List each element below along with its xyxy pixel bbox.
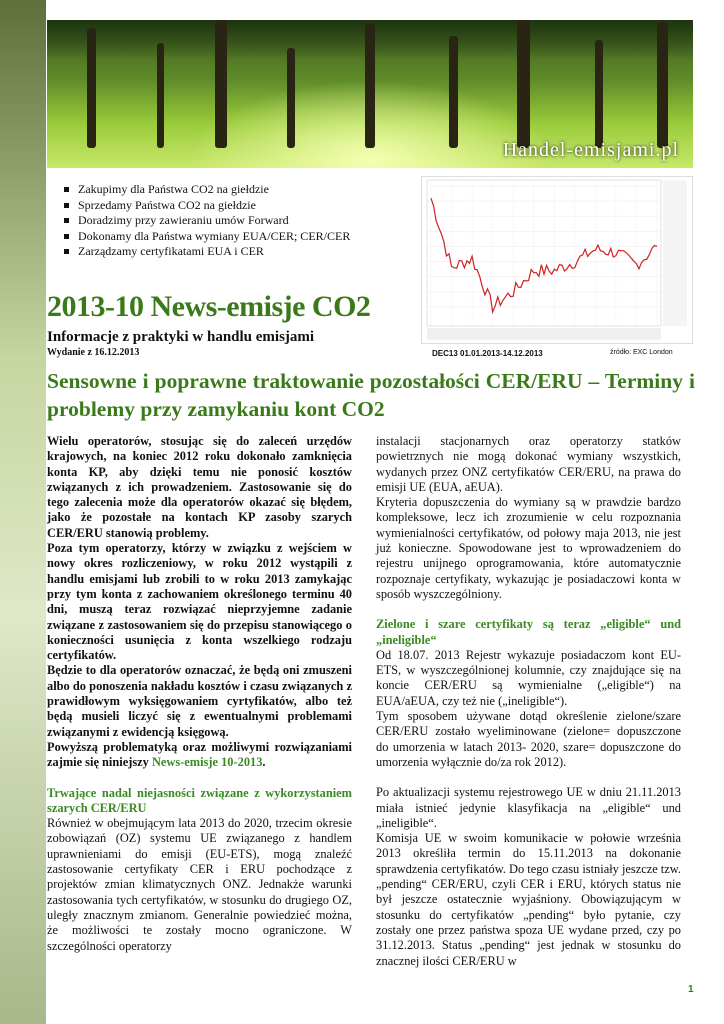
right-column	[376, 434, 681, 969]
paragraph: Od 18.07. 2013 Rejestr wykazuje posiadaczom kont EU-ETS, w wyszczególnionej kolumnie, czy znajdujące się na koncie CER/ERU są wymienialne („eligible“) na EUA/aEUA, czy też nie („ineligible“).	[376, 647, 681, 708]
edition-date: Wydanie z 16.12.2013	[47, 347, 140, 358]
banner-tree	[157, 43, 164, 148]
chart-caption: DEC13 01.01.2013-14.12.2013	[432, 349, 543, 358]
header-banner	[47, 20, 693, 168]
paragraph: Poza tym operatorzy, którzy w związku z wejściem w nowy okres rozliczeniowy, w roku 2012 wystąpili z handlu emisjami lub zrobili to w roku 2013 zamykając przy tym konta z zachowaniem określonego terminu 40 dni, muszą teraz rozwiązać nieprzyjemne zadanie związane z zastosowaniem się do przepisu stanowiącego o konieczności usunięcia z konta wszelkiego rodzaju certyfikatów.	[47, 541, 352, 663]
banner-tree	[517, 20, 530, 148]
brand-logo-text: Handel-emisjami.pl	[502, 139, 679, 161]
paragraph	[47, 740, 352, 771]
section-heading: Zielone i szare certyfikaty są teraz „eligible“ und „ineligible“	[376, 617, 681, 647]
banner-tree	[595, 40, 603, 148]
banner-tree	[365, 23, 375, 148]
list-item: Doradzimy przy zawieraniu umów Forward	[62, 213, 422, 229]
paragraph: Wielu operatorów, stosując się do zaleceń urzędów krajowych, na koniec 2012 roku dokonało zamknięcia konta KP, aby dzięki temu nie ponosić kosztów związanych z ich prowadzeniem. Zastosowanie się do tego zalecenia może dla operatorów okazać się błędem, jako że pozostałe na kontach KP zasoby szarych CER/ERU stanowią problemy.	[47, 434, 352, 540]
page-number: 1	[688, 984, 694, 995]
paragraph-end: .	[262, 755, 266, 770]
price-line-chart	[421, 176, 693, 344]
paragraph-text: Powyższą problematyką oraz możliwymi rozwiązaniami zajmie się niniejszy	[47, 739, 352, 770]
banner-tree	[657, 22, 668, 148]
paragraph: Kryteria dopuszczenia do wymiany są w prawdzie bardzo kompleksowe, lecz ich zrozumienie w celu rozpoznania wymienialności certyfikatów, od połowy maja 2013, nie jest już konieczne. Spowodowane jest to wprowadzeniem do rejestru unijnego oprogramowania, które automatycznie rozpoznaje certyfikaty, wykazując je posiadaczowi konta w sposób wyszczególniony.	[376, 495, 681, 601]
list-item: Dokonamy dla Państwa wymiany EUA/CER; CER/CER	[62, 229, 422, 245]
spacer	[376, 602, 681, 617]
article-headline: Sensowne i poprawne traktowanie pozostałości CER/ERU – Terminy i problemy przy zamykaniu kont CO2	[47, 369, 695, 421]
banner-tree	[449, 36, 458, 148]
paragraph: Komisja UE w swoim komunikacie w połowie września 2013 określiła termin do 15.11.2013 na dokonanie sprawdzenia certyfikatów. Do tego czasu istniały jeszcze tzw. „pending“ CER/ERU, czyli CER i ERU, których status nie był jeszcze ostatecznie wyjaśniony. Obowiązującym w stosunku do certyfikatów „pending“ było pytanie, czy zostały one przez państwa spoza UE wydane przed, czy po 31.12.2013. Status „pending“ jest jednak w stosunku do znacznej ilości CER/ERU w	[376, 831, 681, 968]
spacer	[376, 770, 681, 785]
chart-source: źródło: EXC London	[610, 349, 673, 356]
paragraph: Również w obejmującym lata 2013 do 2020, trzecim okresie zobowiązań (OZ) systemu UE związanego z handlem uprawnieniami do emisji (EU-ETS), mogą znaleźć zastosowanie certyfikaty CER i ERU pochodzące z projektów zmian klimatycznych ONZ. Jednakże warunki zastosowania tych certyfikatów, w stosunku do drugiego OZ, uległy znacznym zmianom. Generalnie powiedzieć można, że możliwości te zostały mocno ograniczone. W szczególności operatorzy	[47, 816, 352, 953]
section-heading: Trwające nadal niejasności związane z wykorzystaniem szarych CER/ERU	[47, 785, 352, 815]
paragraph: instalacji stacjonarnych oraz operatorzy statków powietrznych nie mogą dokonać wymiany wszystkich, wydanych przez ONZ certyfikatów CER/ERU, na prawa do emisji UE (EUA, aEUA).	[376, 434, 681, 494]
paragraph: Po aktualizacji systemu rejestrowego UE w dniu 21.11.2013 miała istnieć jedynie klasyfikacja na „eligible“ und „ineligible“.	[376, 785, 681, 830]
news-link[interactable]: News-emisje 10-2013	[151, 755, 263, 770]
banner-tree	[287, 48, 295, 148]
page-title: 2013-10 News-emisje CO2	[47, 290, 371, 323]
banner-tree	[215, 20, 227, 148]
paragraph: Będzie to dla operatorów oznaczać, że będą oni zmuszeni albo do ponoszenia nakładu kosztów i czasu związanych z prawidłowym wyksięgowaniem cyrtyfikatów, albo też będą musieli liczyć się z ewentualnymi problemami związanymi z ewidencją księgową.	[47, 663, 352, 739]
services-list	[62, 182, 422, 260]
left-column	[47, 434, 352, 954]
side-decor-strip	[0, 0, 46, 1024]
chart-time-axis	[427, 328, 661, 340]
chart-price-scale	[663, 180, 687, 326]
list-item: Zarządzamy certyfikatami EUA i CER	[62, 244, 422, 260]
page-subtitle: Informacje z praktyki w handlu emisjami	[47, 329, 315, 345]
banner-tree	[87, 28, 96, 148]
paragraph: Tym sposobem używane dotąd określenie zielone/szare CER/ERU zostało wyeliminowane (zielone= dopuszczone do umorzenia w latach 2013- 2020, szare= dopuszczone do umorzenia wyłącznie do/za rok 2012).	[376, 709, 681, 769]
list-item: Sprzedamy Państwa CO2 na giełdzie	[62, 198, 422, 214]
list-item: Zakupimy dla Państwa CO2 na giełdzie	[62, 182, 422, 198]
spacer	[47, 771, 352, 786]
